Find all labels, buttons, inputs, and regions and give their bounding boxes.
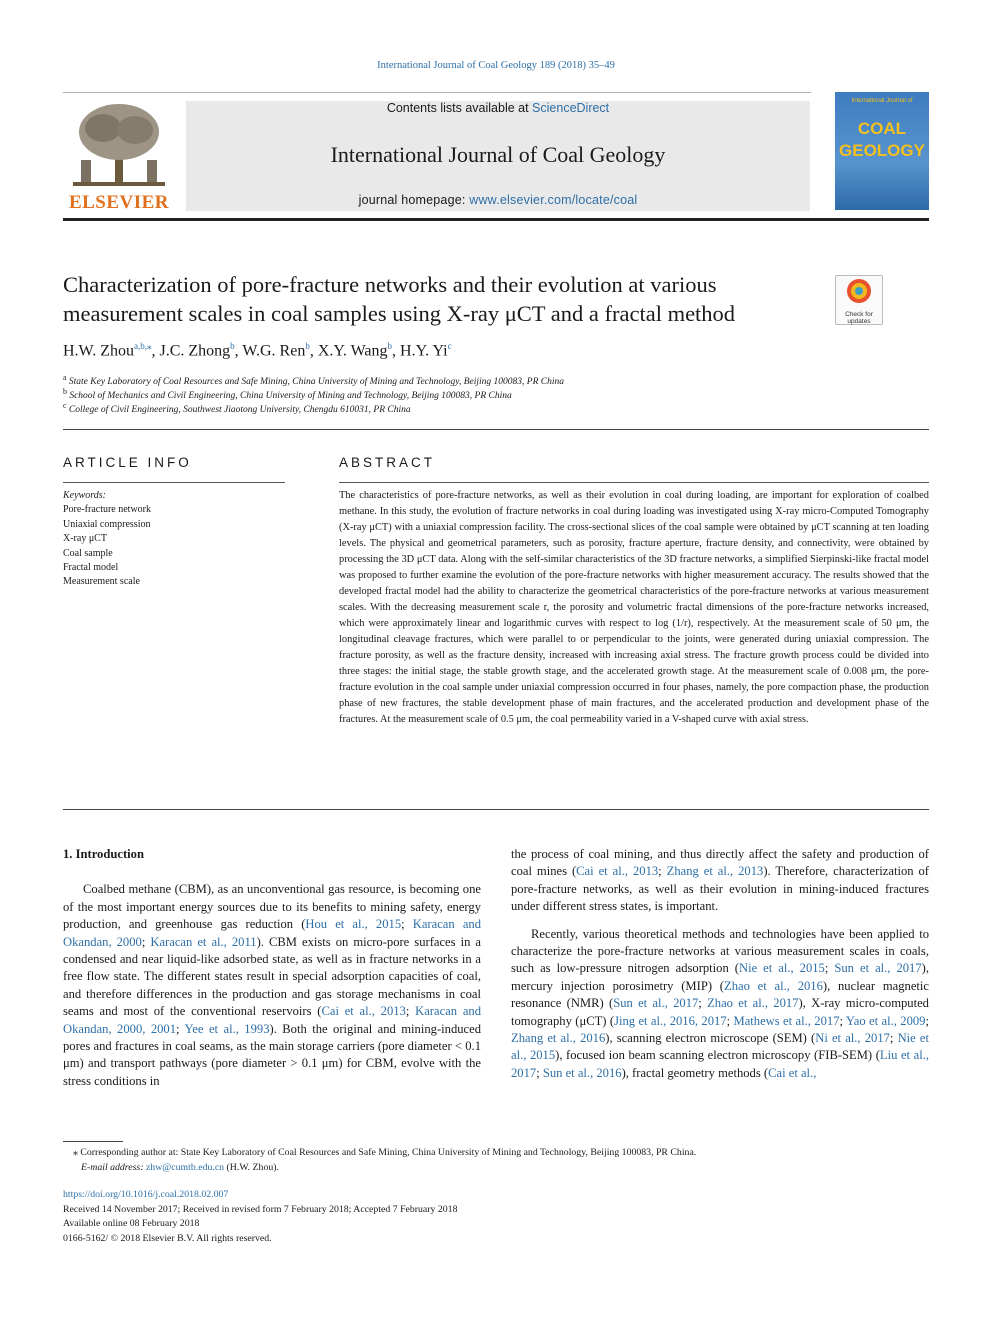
citation-link[interactable]: Yee et al., 1993 bbox=[184, 1021, 270, 1036]
doi-link[interactable]: https://doi.org/10.1016/j.coal.2018.02.007 bbox=[63, 1189, 229, 1200]
citation-link[interactable]: Karacan and Okandan, 2000, 2001 bbox=[63, 1004, 482, 1036]
keyword-item: X-ray μCT bbox=[63, 533, 107, 545]
body-text: ; bbox=[141, 934, 151, 949]
body-text: ), focused ion beam scanning electron microscopy (FIB-SEM) ( bbox=[555, 1048, 880, 1063]
crossmark-icon bbox=[836, 276, 882, 306]
body-text: ). Both the original and mining-induced pores and fractures in coal seams, as the main storage carriers (pore diameter < 0.1 μm) and transport pathways (pore diameter > 0.1 μm) for CBM, evolve with the stress conditions in bbox=[63, 1021, 482, 1088]
body-text: the process of coal mining, and thus directly affect the safety and production of coal mines ( bbox=[511, 847, 929, 879]
body-text: ; bbox=[925, 1013, 929, 1028]
body-text: ), fractal geometry methods ( bbox=[621, 1065, 769, 1080]
citation-link[interactable]: Liu et al., 2017 bbox=[511, 1048, 929, 1080]
abstract-rule bbox=[339, 482, 929, 483]
author-separator: , bbox=[309, 342, 318, 360]
check-for-updates-badge[interactable] bbox=[835, 275, 883, 325]
body-text: ). CBM exists on micro-pore surfaces in a condensed and near liquid-like adsorbed state, as well as in fracture networks in a free flow state. The different states result in special adsorption capacities of coal, and therefore differences in the production and gas storage mechanisms in coal seams and most of the conventional reservoirs ( bbox=[63, 934, 481, 1019]
body-text: ), scanning electron microscope (SEM) ( bbox=[605, 1031, 816, 1046]
author-separator: , bbox=[151, 342, 160, 360]
homepage-prefix: journal homepage: bbox=[358, 193, 470, 207]
citation-link[interactable]: Jing et al., 2016, 2017 bbox=[614, 1013, 727, 1028]
received-dates: Received 14 November 2017; Received in revised form 7 February 2018; Accepted 7 February 2018 bbox=[63, 1203, 458, 1215]
affiliation-a bbox=[63, 373, 863, 387]
section-title-introduction: 1. Introduction bbox=[63, 847, 144, 861]
affiliation-marker: b bbox=[63, 387, 67, 396]
citation-link[interactable]: Sun et al., 2016 bbox=[542, 1065, 622, 1080]
citation-link[interactable]: Sun et al., 2017 bbox=[834, 961, 922, 976]
keyword-item: Measurement scale bbox=[63, 576, 140, 588]
article-title: Characterization of pore-fracture networks and their evolution at various measurement scales in coal samples using X-ray μCT and a fractal method bbox=[63, 272, 736, 326]
author-name: J.C. Zhong bbox=[159, 342, 231, 360]
intro-paragraph-1 bbox=[63, 881, 481, 1090]
citation-link[interactable]: Cai et al., 2013 bbox=[321, 1004, 406, 1019]
body-column-right bbox=[511, 846, 929, 1082]
article-info-heading: ARTICLE INFO bbox=[63, 455, 192, 470]
affiliation-c bbox=[63, 401, 863, 415]
footnote-rule bbox=[63, 1141, 123, 1142]
body-text: ; bbox=[536, 1065, 543, 1080]
corresponding-author-text: Corresponding author at: State Key Laboratory of Coal Resources and Safe Mining, China University of Mining and Technology, Beijing 100083, PR China. bbox=[80, 1147, 697, 1158]
email-suffix: (H.W. Zhou). bbox=[224, 1161, 279, 1173]
affiliation-divider bbox=[63, 429, 929, 430]
citation-link[interactable]: Karacan and Okandan, 2000 bbox=[63, 917, 481, 949]
body-text: ; bbox=[405, 1004, 416, 1019]
body-text: ; bbox=[726, 1013, 734, 1028]
body-text: Recently, various theoretical methods and technologies have been applied to characterize the pore-fracture networks at various measurement scales in coals, such as low-pressure nitrogen adsorption ( bbox=[511, 926, 929, 976]
author-name: H.Y. Yi bbox=[400, 342, 448, 360]
citation-link[interactable]: Karacan et al., 2011 bbox=[150, 934, 257, 949]
author-affiliation-marker[interactable]: b bbox=[230, 341, 235, 351]
citation-link[interactable]: Nie et al., 2015 bbox=[511, 1031, 929, 1063]
author-separator: , bbox=[392, 342, 401, 360]
keywords-label: Keywords: bbox=[63, 490, 106, 501]
abstract-text: The characteristics of pore-fracture networks, as well as their evolution in coal during loading, are important for exploration of coalbed methane. In this study, the evolution of fracture networks in coal during loading was investigated using X-ray micro-Computed Tomography (X-ray μCT) with a uniaxial compression facility. The cross-sectional slices of the coal sample were obtained by μCT scanning at ten loading levels. The physical and geometrical parameters, such as porosity, fracture aperture, fracture density, and connectivity, were obtained by processing the 3D μCT data. Along with the self-similar characteristics of the 3D fracture networks, a simplified Sierpinski-like fractal model was proposed to further examine the evolution of the pore-fracture networks with higher measurement accuracy. The results showed that the developed fractal model had the ability to characterize the geometrical characteristics of the pore-fracture networks at various measurement scales. With the decreasing measurement scale r, the porosity and volumetric fractal dimensions of the pore-fracture networks increased, which were approximately linear and logarithmic curves with respect to log (1/r), respectively. At the measurement scale of 50 μm, the longitudinal cleavage fractures, which were parallel to or perpendicular to the joints, were generated during uniaxial compression. The fracture porosity, as well as the fracture density, increased with increasing axial stress. The fracture growth process could be divided into three stages: the initial stage, the stable growth stage, and the accelerated growth stage. At the measurement scale of 0.008 μm, the pore-fracture evolution in the coal sample under uniaxial compression occurred in four phases, namely, the pore compaction phase, the production phase of new fractures, the stable development phase of main fractures, and the accelerated production and development phase of the fractures. At the measurement scale of 0.5 μm, the coal permeability varied in a V-shaped curve with axial stress. bbox=[339, 490, 929, 725]
keyword-item: Coal sample bbox=[63, 547, 113, 559]
available-online: Available online 08 February 2018 bbox=[63, 1218, 200, 1229]
citation-link[interactable]: Yao et al., 2009 bbox=[845, 1013, 926, 1028]
email-label: E-mail address: bbox=[81, 1161, 146, 1173]
author-affiliation-marker[interactable]: a,b,⁎ bbox=[133, 341, 152, 351]
citation-link[interactable]: Ni et al., 2017 bbox=[815, 1031, 890, 1046]
author-name: H.W. Zhou bbox=[63, 342, 134, 360]
cover-title-line2: GEOLOGY bbox=[839, 141, 925, 160]
affiliation-text: College of Civil Engineering, Southwest Jiaotong University, Chengdu 610031, PR China bbox=[68, 405, 411, 416]
abstract-divider bbox=[63, 809, 929, 810]
body-text: Coalbed methane (CBM), as an unconventional gas resource, is becoming one of the most important energy sources due to its benefits to mining safety, energy production, and greenhouse gas reduction ( bbox=[63, 882, 481, 932]
intro-paragraph-1-continued bbox=[511, 846, 929, 916]
footnote-symbol: ⁎ bbox=[73, 1147, 78, 1158]
body-text: ; bbox=[698, 996, 708, 1011]
body-text: ; bbox=[824, 961, 835, 976]
corresponding-author-footnote bbox=[63, 1146, 929, 1175]
body-text: ), nuclear magnetic resonance (NMR) ( bbox=[511, 978, 930, 1011]
article-info-rule bbox=[63, 482, 285, 483]
journal-homepage-line bbox=[186, 193, 810, 207]
author-separator: , bbox=[234, 342, 243, 360]
intro-paragraph-2 bbox=[511, 926, 929, 1083]
email-link[interactable]: zhw@cumtb.edu.cn bbox=[145, 1161, 225, 1173]
keyword-item: Fractal model bbox=[63, 562, 119, 574]
body-column-left bbox=[63, 846, 481, 1090]
author-list bbox=[63, 341, 863, 360]
body-text: ). Therefore, characterization of pore-fracture networks, as well as their evolution in mining-induced fractures under different stress states, is important. bbox=[511, 864, 929, 914]
header-divider bbox=[63, 92, 811, 93]
citation-link[interactable]: Hou et al., 2015 bbox=[305, 917, 402, 932]
cover-title-line1: COAL bbox=[857, 119, 907, 138]
publication-info bbox=[63, 1188, 929, 1246]
journal-citation[interactable]: International Journal of Coal Geology 189 (2018) 35–49 bbox=[377, 60, 615, 71]
citation-link[interactable]: Mathews et al., 2017 bbox=[733, 1013, 840, 1028]
author-name: X.Y. Wang bbox=[317, 342, 388, 360]
body-text: ), mercury injection porosimetry (MIP) ( bbox=[511, 961, 929, 993]
citation-link[interactable]: Zhang et al., 2013 bbox=[666, 864, 764, 879]
body-text: ; bbox=[658, 864, 667, 879]
citation-link[interactable]: Sun et al., 2017 bbox=[613, 996, 699, 1011]
keywords-block bbox=[63, 489, 283, 590]
keyword-item: Pore-fracture network bbox=[63, 504, 152, 516]
body-text: ; bbox=[839, 1013, 846, 1028]
affiliation-text: School of Mechanics and Civil Engineering, China University of Mining and Technology, Beijing 100083, PR China bbox=[69, 391, 512, 402]
citation-link[interactable]: Cai et al., bbox=[768, 1065, 817, 1080]
author-affiliation-marker[interactable]: c bbox=[447, 341, 452, 351]
contents-prefix: Contents lists available at bbox=[386, 101, 533, 115]
affiliation-text: State Key Laboratory of Coal Resources and Safe Mining, China University of Mining and Technology, Beijing 100083, PR China bbox=[68, 377, 564, 388]
cover-small-text: International Journal of bbox=[851, 98, 913, 104]
tree-icon bbox=[63, 100, 175, 190]
author-affiliation-marker[interactable]: b bbox=[305, 341, 310, 351]
cover-title bbox=[835, 118, 929, 162]
affiliation-b bbox=[63, 387, 863, 401]
elsevier-wordmark: ELSEVIER bbox=[68, 192, 170, 213]
citation-link[interactable]: Cai et al., 2013 bbox=[576, 864, 659, 879]
abstract-heading: ABSTRACT bbox=[339, 455, 436, 470]
body-text: ; bbox=[401, 917, 413, 932]
body-text: ; bbox=[176, 1021, 185, 1036]
body-text: ; bbox=[889, 1031, 898, 1046]
sciencedirect-link[interactable]: ScienceDirect bbox=[532, 101, 610, 115]
affiliation-marker: a bbox=[63, 373, 67, 382]
citation-link[interactable]: Zhao et al., 2017 bbox=[707, 996, 799, 1011]
citation-link[interactable]: Nie et al., 2015 bbox=[738, 961, 825, 976]
author-name: W.G. Ren bbox=[242, 342, 306, 360]
body-text: ), X-ray micro-computed tomography (μCT) ( bbox=[511, 996, 929, 1028]
citation-link[interactable]: Zhao et al., 2016 bbox=[724, 978, 823, 993]
affiliation-marker: c bbox=[63, 401, 67, 410]
copyright-line: 0166-5162/ © 2018 Elsevier B.V. All rights reserved. bbox=[63, 1232, 272, 1244]
journal-title: International Journal of Coal Geology bbox=[330, 142, 666, 167]
citation-link[interactable]: Zhang et al., 2016 bbox=[511, 1031, 606, 1046]
author-affiliation-marker[interactable]: b bbox=[387, 341, 393, 351]
contents-available-line bbox=[186, 101, 810, 115]
header-thick-rule bbox=[63, 218, 929, 221]
homepage-link[interactable]: www.elsevier.com/locate/coal bbox=[469, 193, 638, 207]
keyword-item: Uniaxial compression bbox=[63, 518, 151, 530]
crossmark-label: Check for updates bbox=[845, 311, 873, 325]
